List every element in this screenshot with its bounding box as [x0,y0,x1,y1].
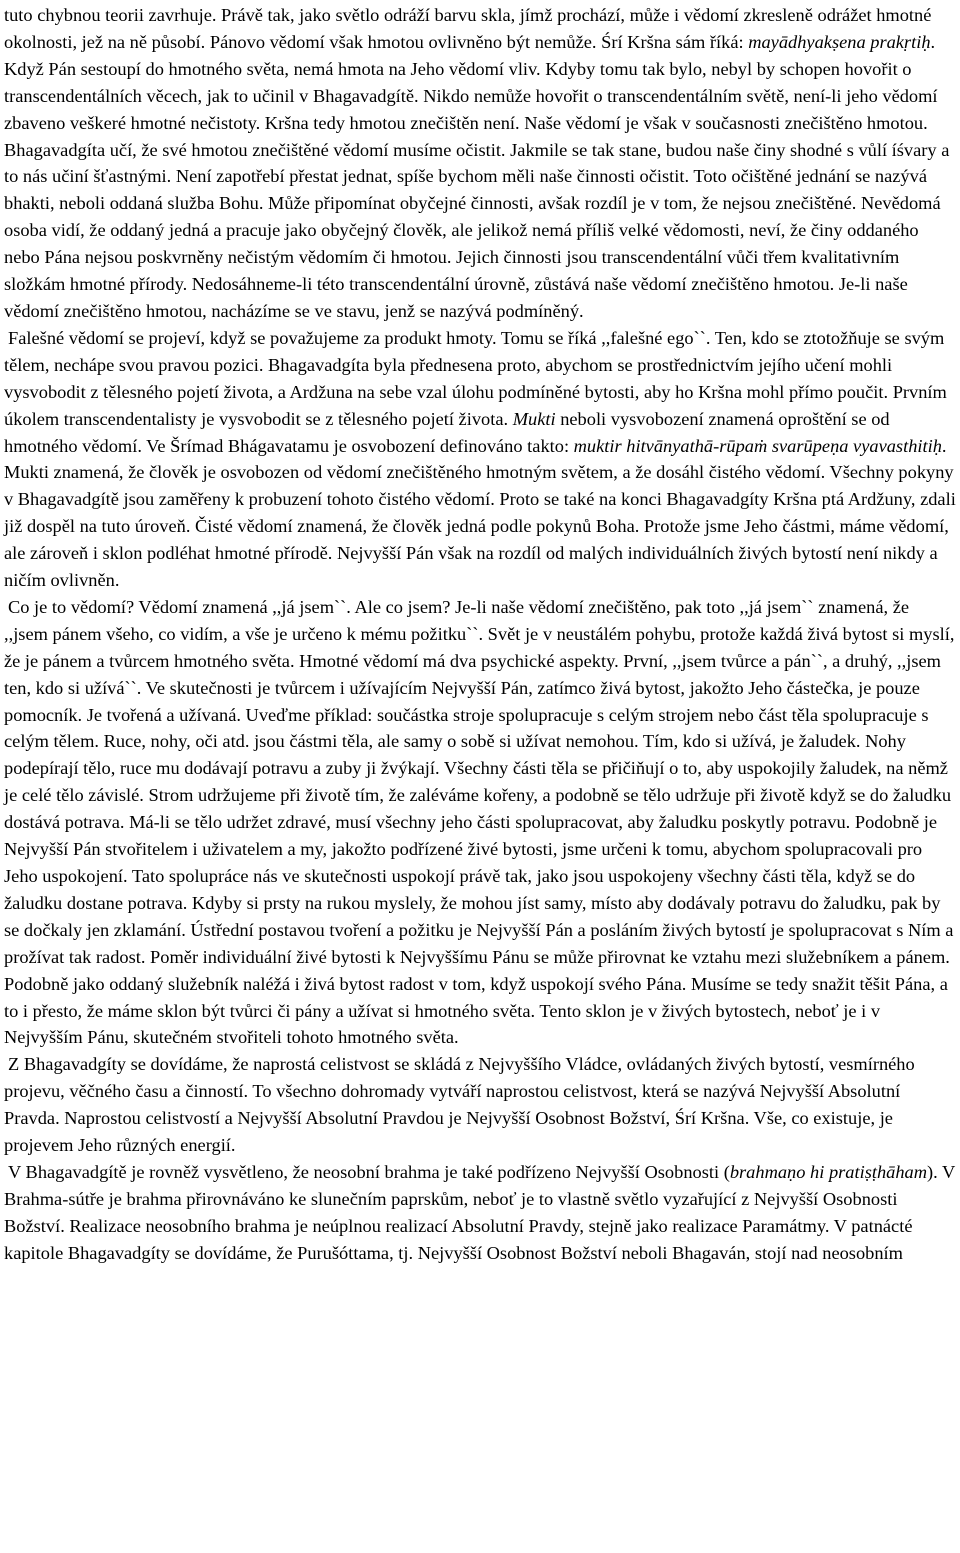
text-run: Co je to vědomí? Vědomí znamená ,,já jsem``. Ale co jsem? Je-li naše vědomí znečištěno, pak toto ,,já jsem`` znamená, že ,,jsem pánem všeho, co vidím, a vše je určeno k mému požitku``. Svět je v neustálém pohybu, protože každá živá bytost si myslí, že je pánem a tvůrcem hmotného světa. Hmotné vědomí má dva psychické aspekty. První, ,,jsem tvůrce a pán``, a druhý, ,,jsem ten, kdo si užívá``. Ve skutečnosti je tvůrcem i užívajícím Nejvyšší Pán, zatímco živá bytost, jakožto Jeho částečka, je pouze pomocník. Je tvořená a užívaná. Uveďme příklad: součástka stroje spolupracuje s celým strojem nebo část těla spolupracuje s celým tělem. Ruce, nohy, oči atd. jsou částmi těla, ale samy o sobě si užívat nemohou. Tím, kdo si užívá, je žaludek. Nohy podepírají tělo, ruce mu dodávají potravu a zuby ji žvýkají. Všechny části těla se přičiňují o to, aby uspokojily žaludek, na němž je celé tělo závislé. Strom udržujeme při životě tím, že zaléváme kořeny, a podobně se tělo udržuje při životě když se do žaludku dostává potrava. Má-li se tělo udržet zdravé, musí všechny jeho části spolupracovat, aby žaludku poskytly potravu. Podobně je Nejvyšší Pán stvořitelem i uživatelem a my, jakožto podřízené živé bytosti, jsme určeni k tomu, abychom spolupracovali pro Jeho uspokojení. Tato spolupráce nás ve skutečnosti uspokojí právě tak, jako jsou uspokojeny všechny části těla, když se do žaludku dostane potrava. Kdyby si prsty na rukou myslely, že mohou jíst samy, místo aby dodávaly potravu do žaludku, pak by se dočkaly jen zklamání. Ústřední postavou tvoření a požitku je Nejvyšší Pán a posláním živých bytostí je spolupracovat s Ním a prožívat tak radost. Poměr individuální živé bytosti k Nejvyššímu Pánu se může přirovnat ke vztahu mezi služebníkem a pánem. Podobně jako oddaný služebník naléžá i živá bytost radost v tom, když uspokojí svého Pána. Musíme se tedy snažit těšit Pána, a to i přesto, že máme sklon být tvůrci či pány a užívat si hmotného světa. Tento sklon je v živých bytostech, neboť je i v Nejvyšším Pánu, skutečném stvořiteli tohoto hmotného světa. [4,596,955,1048]
italic-term: brahmaṇo hi pratiṣṭhāham [729,1161,928,1182]
paragraph [4,325,956,594]
italic-term: mayādhyakṣena prakṛtiḥ [748,31,931,52]
paragraph [4,1159,956,1267]
text-run: Falešné vědomí se projeví, když se považujeme za produkt hmoty. Tomu se říká ,,falešné ego``. Ten, kdo se ztotožňuje se svým tělem, nechápe svou pravou pozici. Bhagavadgíta byla přednesena proto, abychom se prostřednictvím jejího učení mohli vysvobodit z tělesného pojetí života, a Ardžuna na sebe vzal úlohu podmíněné bytosti, aby ho Kršna mohl přímo poučit. Prvním úkolem transcendentalisty je vysvobodit se z tělesného pojetí života. [4,327,947,429]
italic-term: Mukti [512,408,556,429]
text-run: tuto chybnou teorii zavrhuje. Právě tak, jako světlo odráží barvu skla, jímž prochází, může i vědomí zkresleně odrážet hmotné okolnosti, jež na ně působí. Pánovo vědomí však hmotou ovlivněno být nemůže. Śrí Kršna sám říká: [4,5,932,52]
text-run: Z Bhagavadgíty se dovídáme, že naprostá celistvost se skládá z Nejvyššího Vládce, ovládaných živých bytostí, vesmírného projevu, věčného času a činností. To všechno dohromady vytváří naprostou celistvost, která se nazývá Nejvyšší Absolutní Pravda. Naprostou celistvostí a Nejvyšší Absolutní Pravdou je Nejvyšší Osobnost Božství, Śrí Kršna. Vše, co existuje, je projevem Jeho různých energií. [4,1054,915,1156]
document-body [4,2,956,1267]
text-run: . Když Pán sestoupí do hmotného světa, nemá hmota na Jeho vědomí vliv. Kdyby tomu tak bylo, nebyl by schopen hovořit o transcendentálních věcech, jak to učinil v Bhagavadgítě. Nikdo nemůže hovořit o transcendentálním světě, není-li jeho vědomí zbaveno veškeré hmotné nečistoty. Kršna tedy hmotou znečištěn není. Naše vědomí je však v současnosti znečištěno hmotou. Bhagavadgíta učí, že své hmotou znečištěné vědomí musíme očistit. Jakmile se tak stane, budou naše činy shodné s vůlí íśvary a to nás učiní šťastnými. Není zapotřebí přestat jednat, spíše bychom měli naše činnosti očistit. Toto očištěné jednání se nazývá bhakti, neboli oddaná služba Bohu. Může připomínat obyčejné činnosti, avšak rozdíl je v tom, že nejsou znečištěné. Nevědomá osoba vidí, že oddaný jedná a pracuje jako obyčejný člověk, ale jelikož nemá příliš velké vědomosti, neví, že činy oddaného nebo Pána nejsou poskvrněny nečistým vědomím či hmotou. Jejich činnosti jsou transcendentální vůči třem kvalitativním složkám hmotné přírody. Nedosáhneme-li této transcendentální úrovně, zůstává naše vědomí znečištěno hmotou. Je-li naše vědomí znečištěno hmotou, nacházíme se ve stavu, jenž se nazývá podmíněný. [4,31,950,321]
paragraph [4,1051,956,1159]
text-run: neboli vysvobození znamená oproštění se od hmotného vědomí. Ve Šrímad Bhágavatamu je osvobození definováno takto: [4,408,890,456]
paragraph [4,594,956,1051]
paragraph [4,2,956,325]
text-run: V Bhagavadgítě je rovněž vysvětleno, že neosobní brahma je také podřízeno Nejvyšší Osobnosti ( [8,1161,730,1182]
text-run: . Mukti znamená, že člověk je osvobozen od vědomí znečištěného hmotným světem, a že dosáhl čistého vědomí. Všechny pokyny v Bhagavadgítě jsou zaměřeny k probuzení tohoto čistého vědomí. Proto se také na konci Bhagavadgíty Kršna ptá Ardžuny, zdali již dospěl na tuto úroveň. Čisté vědomí znamená, že člověk jedná podle pokynů Boha. Protože jsme Jeho částmi, máme vědomí, ale zároveň i sklon podléhat hmotné přírodě. Nejvyšší Pán však na rozdíl od malých individuálních živých bytostí není nikdy a ničím ovlivněn. [4,435,956,591]
italic-term: muktir hitvānyathā-rūpaṁ svarūpeṇa vyavasthitiḥ [573,435,942,456]
text-run: ). V Brahma-sútře je brahma přirovnáváno ke slunečním paprskům, neboť je to vlastně světlo vyzařující z Nejvyšší Osobnosti Božství. Realizace neosobního brahma je neúplnou realizací Absolutní Pravdy, stejně jako realizace Paramátmy. V patnácté kapitole Bhagavadgíty se dovídáme, že Purušóttama, tj. Nejvyšší Osobnost Božství neboli Bhagaván, stojí nad neosobním [4,1161,955,1263]
